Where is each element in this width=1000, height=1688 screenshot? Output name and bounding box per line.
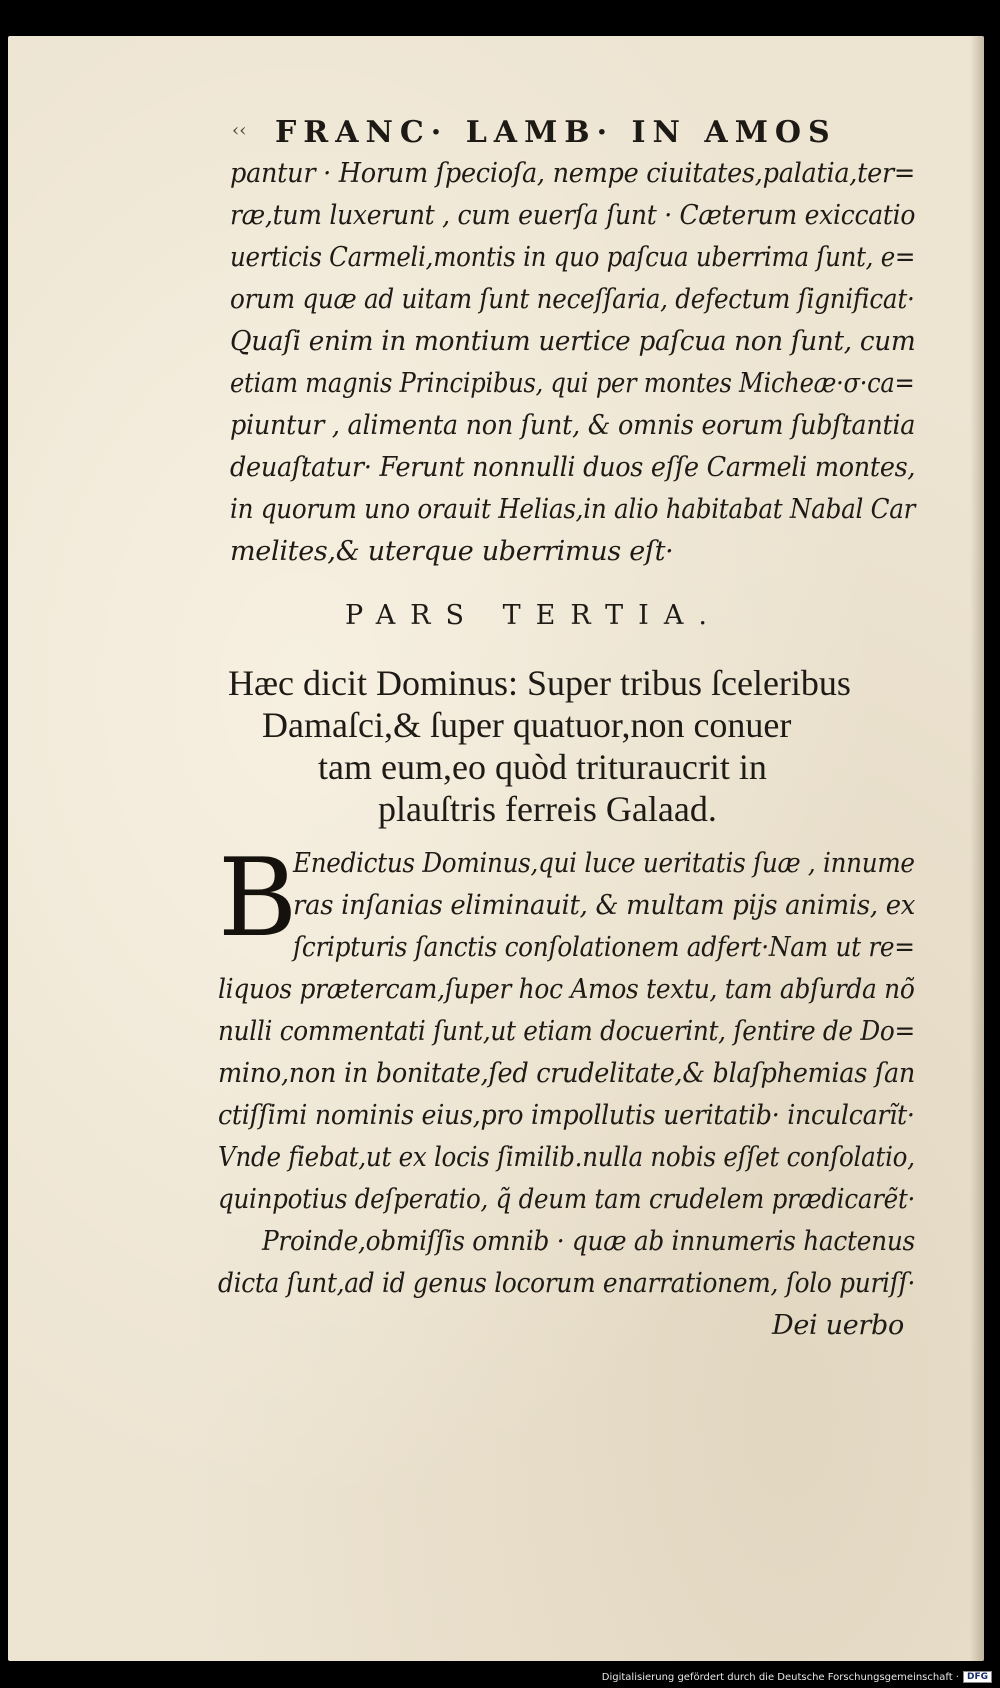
running-head — [275, 115, 895, 150]
body-bottom-line-1: Enedictus Dominus,qui luce ueritatis ſuæ , innume — [293, 848, 915, 879]
body-top-line-6: etiam magnis Principibus, qui per montes Micheæ·σ·ca= — [230, 368, 915, 399]
body-bottom-line-11: dicta ſunt,ad id genus locorum enarrationem, ſolo puriſſ· — [218, 1268, 916, 1299]
body-bottom-line-6: mino,non in bonitate,ſed crudelitate,& blaſphemias ſan — [218, 1058, 916, 1089]
body-bottom-line-5: nulli commentati ſunt,ut etiam docuerint, ſentire de Do= — [218, 1016, 915, 1047]
body-top-line-5: Quaſi enim in montium uertice paſcua non ſunt, cum — [230, 326, 916, 357]
body-bottom-line-4: liquos prætercam,ſuper hoc Amos textu, tam abſurda nõ — [218, 974, 915, 1005]
lemma-line-3: tam eum,eo quòd trituraucrit in — [318, 747, 767, 787]
body-top-line-2: ræ,tum luxerunt , cum euerſa ſunt · Cæterum exiccatio — [230, 200, 916, 231]
running-head-mark: ‹‹ — [232, 120, 247, 141]
lemma-line-1: Hæc dicit Dominus: Super tribus ſceleribus — [228, 663, 851, 703]
body-bottom-line-7: ctiſſimi nominis eius,pro impollutis ueritatib· inculcarĩt· — [218, 1100, 915, 1131]
body-bottom-line-10: Proinde,obmiſſis omnib · quæ ab innumeris hactenus — [262, 1226, 915, 1257]
body-bottom-line-8: Vnde fiebat,ut ex locis ſimilib.nulla nobis eſſet conſolatio, — [218, 1142, 915, 1173]
lemma-line-4: plauſtris ferreis Galaad. — [378, 789, 717, 829]
body-top-line-3: uerticis Carmeli,montis in quo paſcua uberrima ſunt, e= — [230, 242, 916, 273]
body-top-line-9: in quorum uno orauit Helias,in alio habitabat Nabal Car — [230, 494, 916, 525]
digitization-credit — [602, 1671, 992, 1683]
body-top-line-7: piuntur , alimenta non ſunt, & omnis eorum ſubſtantia — [230, 410, 916, 441]
drop-cap: B — [218, 836, 298, 961]
body-bottom-line-3: ſcripturis ſanctis conſolationem adfert·Nam ut re= — [293, 932, 915, 963]
lemma-line-2: Damaſci,& ſuper quatuor,non conuer — [262, 705, 792, 745]
dfg-logo-icon: DFG — [963, 1671, 992, 1683]
digitization-credit-text: Digitalisierung gefördert durch die Deutsche Forschungsgemeinschaft · — [601, 1672, 959, 1683]
running-head-text: FRANC· LAMB· IN AMOS — [275, 115, 837, 150]
body-bottom-line-2: ras inſanias eliminauit, & multam pijs animis, ex — [293, 890, 916, 921]
page-edge-shadow — [970, 36, 984, 1661]
body-top-line-10: melites,& uterque uberrimus eſt· — [230, 536, 674, 567]
section-title: PARS TERTIA. — [345, 600, 722, 631]
body-bottom-line-9: quinpotius deſperatio, q̃ deum tam crudelem prædicarẽt· — [218, 1184, 916, 1215]
body-bottom-line-12: Dei uerbo — [772, 1310, 904, 1341]
body-top-line-1: pantur · Horum ſpecioſa, nempe ciuitates,palatia,ter= — [230, 158, 916, 189]
body-top-line-8: deuaſtatur· Ferunt nonnulli duos eſſe Carmeli montes, — [230, 452, 916, 483]
body-top-line-4: orum quæ ad uitam ſunt neceſſaria, defectum ſignificat· — [230, 284, 915, 315]
